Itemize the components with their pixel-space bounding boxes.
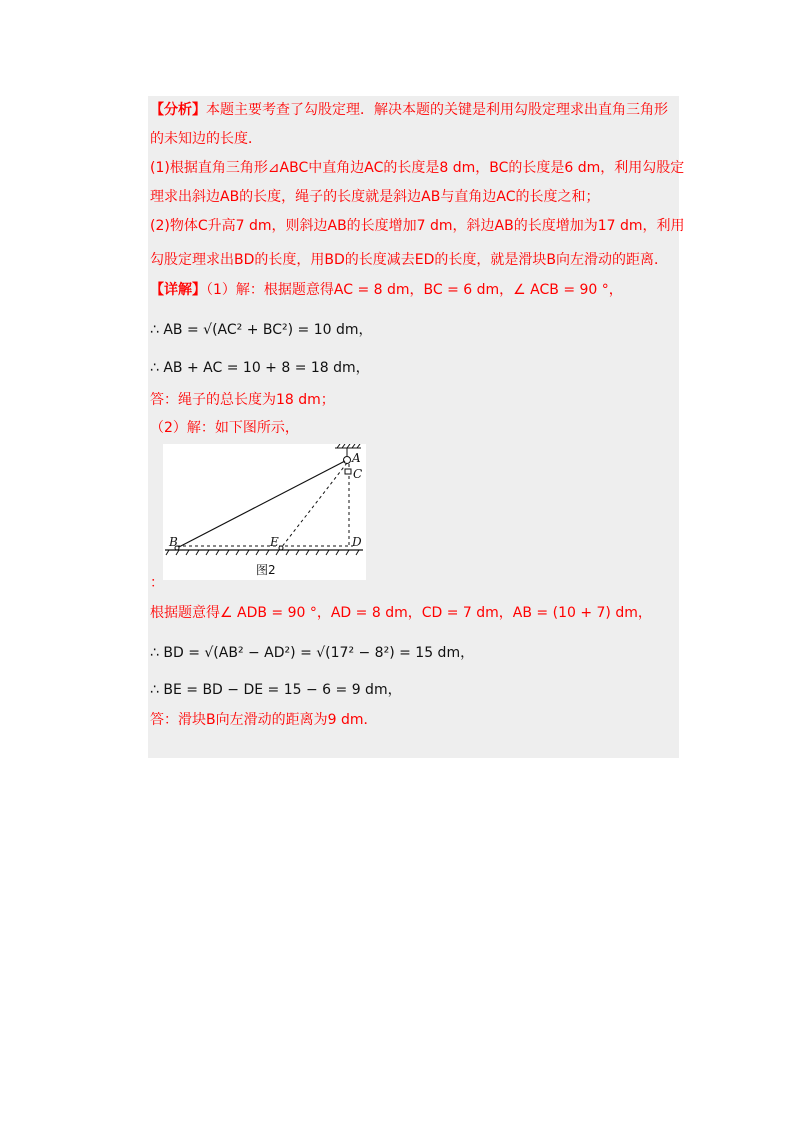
solution-part1-text: （1）解：根据题意得AC = 8 dm，BC = 6 dm，∠ ACB = 90 °， bbox=[206, 282, 623, 298]
analysis-line-1 bbox=[150, 100, 668, 120]
solution-part2-intro: （2）解：如下图所示， bbox=[150, 420, 299, 436]
solution-part1-intro bbox=[150, 280, 623, 300]
solution-step-1: ∴ AB = √(AC² + BC²) = 10 dm， bbox=[150, 322, 373, 338]
figure-caption: 图2 bbox=[256, 563, 276, 577]
pulley-a bbox=[344, 457, 351, 464]
label-c: C bbox=[353, 467, 363, 481]
solution-step-3: ∴ BD = √(AB² − AD²) = √(17² − 8²) = 15 dm， bbox=[150, 645, 475, 661]
object-c bbox=[345, 469, 351, 474]
solution-step-2: ∴ AB + AC = 10 + 8 = 18 dm， bbox=[150, 360, 370, 376]
solution-bracket: 【详解】 bbox=[150, 282, 206, 298]
analysis-part2-line-1: (2)物体C升高7 dm，则斜边AB的长度增加7 dm，斜边AB的长度增加为17 dm，利用 bbox=[150, 218, 685, 234]
analysis-part1-line-2: 理求出斜边AB的长度，绳子的长度就是斜边AB与直角边AC的长度之和； bbox=[150, 189, 600, 205]
rope-ab bbox=[177, 461, 345, 548]
label-d: D bbox=[352, 535, 362, 549]
colon-after-figure: ： bbox=[150, 575, 164, 591]
figure-2-diagram bbox=[163, 444, 366, 580]
analysis-bracket: 【分析】 bbox=[150, 102, 206, 118]
label-b: B bbox=[169, 535, 178, 549]
label-e: E bbox=[270, 535, 279, 549]
answer-2: 答：滑块B向左滑动的距离为9 dm． bbox=[150, 712, 378, 728]
analysis-part1-line-1: (1)根据直角三角形⊿ABC中直角边AC的长度是8 dm，BC的长度是6 dm，利用勾股定 bbox=[150, 160, 685, 176]
analysis-part2-line-2: 勾股定理求出BD的长度，用BD的长度减去ED的长度，就是滑块B向左滑动的距离． bbox=[150, 252, 668, 268]
ceiling-hatch bbox=[335, 444, 361, 448]
figure-2 bbox=[163, 444, 366, 580]
ground-hatch bbox=[166, 550, 359, 555]
analysis-text-1: 本题主要考查了勾股定理．解决本题的关键是利用勾股定理求出直角三角形 bbox=[206, 102, 668, 118]
solution-part2-given: 根据题意得∠ ADB = 90 °，AD = 8 dm，CD = 7 dm，AB = (10 + 7) dm， bbox=[150, 605, 652, 621]
label-a: A bbox=[352, 451, 361, 465]
dashed-ae bbox=[281, 463, 347, 548]
solution-step-4: ∴ BE = BD − DE = 15 − 6 = 9 dm， bbox=[150, 682, 402, 698]
answer-1: 答：绳子的总长度为18 dm； bbox=[150, 392, 335, 408]
analysis-line-2: 的未知边的长度． bbox=[150, 131, 262, 147]
